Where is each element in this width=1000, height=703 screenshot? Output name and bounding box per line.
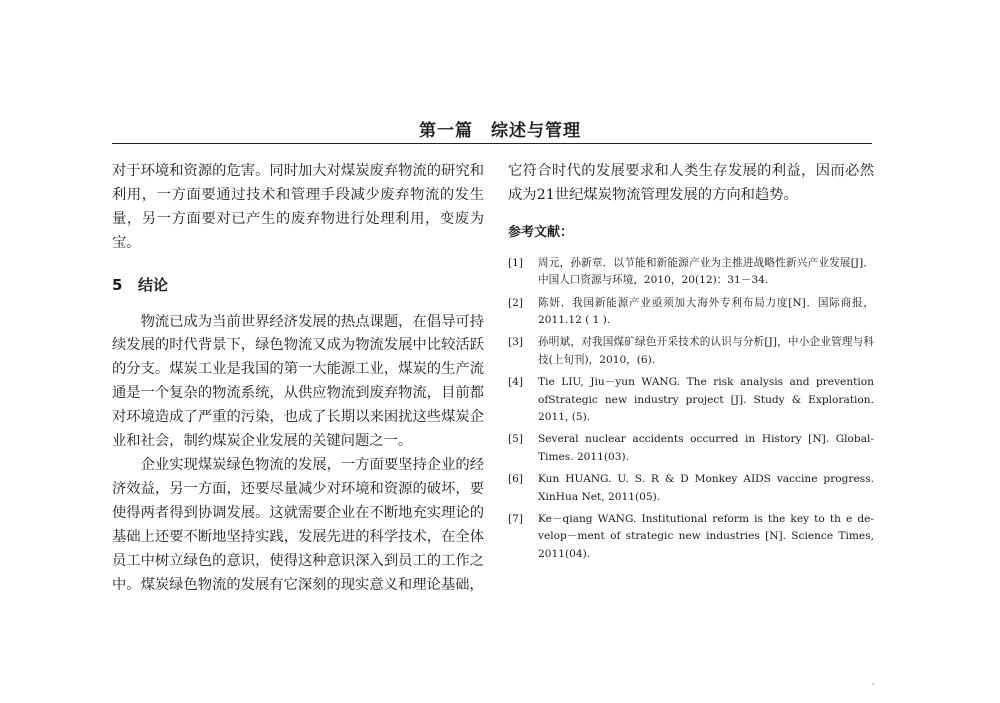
references-list xyxy=(508,255,874,564)
left-column xyxy=(112,160,484,597)
reference-number: [7] xyxy=(508,513,524,525)
reference-item xyxy=(508,374,874,426)
scan-speck xyxy=(872,683,874,685)
right-column xyxy=(508,160,874,568)
reference-text: 陈妍．我国新能源产业亟须加大海外专利布局力度[N]．国际商报，2011.12 ( 1 ). xyxy=(538,296,874,326)
header-rule xyxy=(112,143,872,144)
page-header-title: 第一篇 综述与管理 xyxy=(419,121,581,141)
section-title: 结论 xyxy=(138,275,169,294)
reference-item xyxy=(508,295,874,330)
paragraph-conclusion-cont: 它符合时代的发展要求和人类生存发展的利益，因而必然成为21世纪煤炭物流管理发展的方向和趋势。 xyxy=(508,163,874,203)
reference-text: 孙明斌，对我国煤矿绿色开采技术的认识与分析[J]，中小企业管理与科技(上旬刊)，2010，(6). xyxy=(538,336,874,366)
paragraph-conclusion-1: 物流已成为当前世界经济发展的热点课题，在倡导可持续发展的时代背景下，绿色物流又成为物流发展中比较活跃的分支。煤炭工业是我国的第一大能源工业，煤炭的生产流通是一个复杂的物流系统，从供应物流到废弃物流，目前都对环境造成了严重的污染，也成了长期以来困扰这些煤炭企业和社会，制约煤炭企业发展的关键问题之一。 xyxy=(112,313,484,450)
paragraph-waste-logistics: 对于环境和资源的危害。同时加大对煤炭废弃物流的研究和利用，一方面要通过技术和管理手段减少废弃物流的发生量，另一方面要对已产生的废弃物进行处理利用，变废为宝。 xyxy=(112,163,484,251)
reference-item xyxy=(508,334,874,369)
reference-number: [1] xyxy=(508,256,524,269)
reference-text: Kun HUANG. U. S. R & D Monkey AIDS vaccine progress. XinHua Net, 2011(05). xyxy=(538,473,874,503)
reference-text: 周元，孙新章．以节能和新能源产业为主推进战略性新兴产业发展[J]．中国人口资源与环境，2010，20(12)：31－34. xyxy=(538,256,874,287)
reference-text: Tie LIU, Jiu－yun WANG. The risk analysis and prevention ofStrategic new industry project [J]. Study & Exploration. 2011, (5). xyxy=(538,376,874,423)
reference-number: [5] xyxy=(508,433,524,446)
reference-number: [6] xyxy=(508,473,524,486)
reference-item xyxy=(508,255,874,290)
reference-number: [4] xyxy=(508,376,524,389)
reference-item xyxy=(508,431,874,466)
reference-text: Several nuclear accidents occurred in History [N]. Global-Times. 2011(03). xyxy=(538,433,874,463)
references-heading: 参考文献： xyxy=(508,224,574,240)
section-heading-conclusion xyxy=(112,274,484,298)
reference-number: [3] xyxy=(508,336,524,349)
reference-number: [2] xyxy=(508,296,524,309)
reference-text: Ke－qiang WANG. Institutional reform is the key to th e de-velop－ment of strategic new industries [N]. Science Times, 2011(04). xyxy=(538,513,874,560)
paragraph-conclusion-2: 企业实现煤炭绿色物流的发展，一方面要坚持企业的经济效益，另一方面，还要尽量减少对环境和资源的破坏，要使得两者得到协调发展。这就需要企业在不断地充实理论的基础上还要不断地坚持实践，发展先进的科学技术，在全体员工中树立绿色的意识，使得这种意识深入到员工的工作之中。煤炭绿色物流的发展有它深刻的现实意义和理论基础， xyxy=(112,456,484,593)
section-number: 5 xyxy=(112,275,123,294)
reference-item xyxy=(508,471,874,506)
reference-item xyxy=(508,511,874,563)
